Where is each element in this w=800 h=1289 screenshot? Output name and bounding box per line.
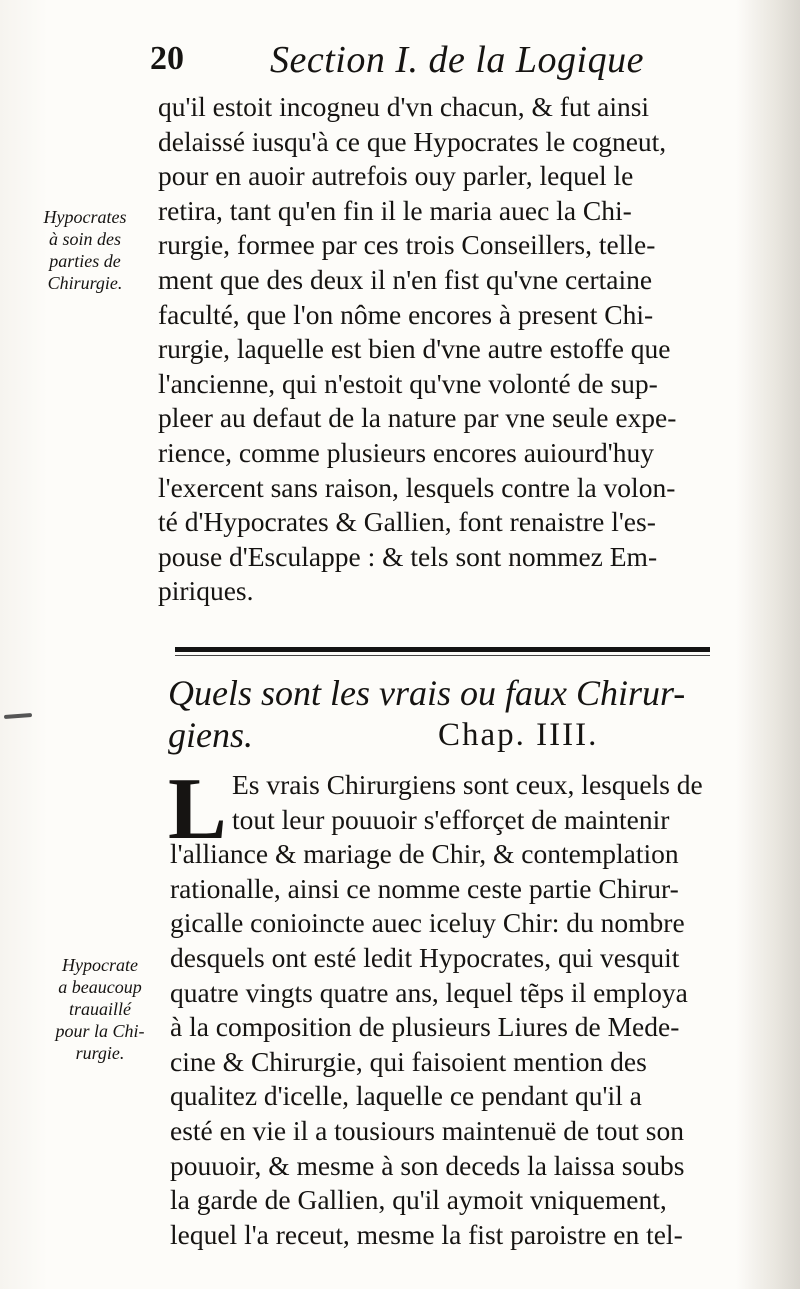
margin-note-line: pour la Chi- — [55, 1021, 145, 1041]
chapter-title-line-1: Quels sont les vrais ou faux Chirur- — [168, 673, 686, 713]
text-line: l'exercent sans raison, lesquels contre la volon- — [158, 471, 676, 503]
margin-note-line: rurgie. — [75, 1043, 125, 1063]
text-line: gicalle conioincte auec iceluy Chir: du nombre — [170, 907, 685, 939]
page-header — [150, 38, 670, 90]
text-line: esté en vie il a tousiours maintenuë de tout son — [170, 1114, 684, 1146]
text-line: desquels ont esté ledit Hypocrates, qui vesquit — [170, 941, 680, 973]
text-line: l'alliance & mariage de Chir, & contemplation — [170, 838, 679, 870]
chapter-title-line-2 — [168, 714, 733, 756]
text-line: pour en auoir autrefois ouy parler, lequel le — [158, 160, 634, 192]
text-line: quatre vingts quatre ans, lequel tẽps il employa — [170, 976, 688, 1008]
text-line: pleer au defaut de la nature par vne seule expe- — [158, 402, 677, 434]
section-rule-thin — [175, 655, 710, 656]
paragraph-2 — [168, 761, 738, 1252]
margin-note-1 — [25, 206, 145, 294]
margin-note-line: à soin des — [49, 229, 121, 249]
chapter-label: Chap. IIII. — [438, 717, 599, 753]
text-line: faculté, que l'on nôme encores à present Chi- — [158, 298, 654, 330]
margin-note-line: a beaucoup — [58, 977, 142, 997]
text-line: lequel l'a receut, mesme la fist paroistre en tel- — [170, 1218, 683, 1250]
text-line: rurgie, laquelle est bien d'vne autre estoffe que — [158, 333, 671, 365]
running-title: Section I. de la Logique — [270, 39, 644, 81]
text-line: tout leur pouuoir s'efforçet de maintenir — [232, 803, 670, 835]
drop-cap: L — [168, 761, 227, 858]
text-line: delaissé iusqu'à ce que Hypocrates le cogneut, — [158, 125, 667, 157]
text-line: Es vrais Chirurgiens sont ceux, lesquels de — [232, 769, 703, 800]
margin-note-line: Hypocrate — [62, 955, 138, 975]
section-rule-thick — [175, 647, 710, 652]
text-line: cine & Chirurgie, qui faisoient mention des — [170, 1045, 647, 1077]
chapter-heading — [168, 672, 733, 756]
text-line: té d'Hypocrates & Gallien, font renaistre l'es- — [158, 506, 656, 538]
text-line: pouuoir, & mesme à son deceds la laissa soubs — [170, 1149, 685, 1181]
text-line: la garde de Gallien, qu'il aymoit vniquement, — [170, 1184, 667, 1216]
text-line: retira, tant qu'en fin il le maria auec la Chi- — [158, 194, 632, 226]
text-line: l'ancienne, qui n'estoit qu'vne volonté de sup- — [158, 367, 658, 399]
ink-blot — [4, 713, 32, 719]
margin-note-2 — [35, 954, 165, 1064]
text-line: qu'il estoit incogneu d'vn chacun, & fut ainsi — [158, 91, 650, 122]
text-line: qualitez d'icelle, laquelle ce pendant qu'il a — [170, 1080, 642, 1112]
text-line: à la composition de plusieurs Liures de Mede- — [170, 1011, 680, 1043]
text-line: rurgie, formee par ces trois Conseillers, telle- — [158, 229, 656, 261]
text-line: ment que des deux il n'en fist qu'vne certaine — [158, 263, 653, 295]
text-line: rience, comme plusieurs encores auiourd'huy — [158, 436, 654, 468]
margin-note-line: Hypocrates — [43, 207, 127, 227]
text-line: pouse d'Esculappe : & tels sont nommez Em- — [158, 540, 658, 572]
chapter-title-end: giens. — [168, 715, 253, 755]
margin-note-line: Chirurgie. — [47, 273, 123, 293]
margin-note-line: trauaillé — [69, 999, 131, 1019]
text-line: piriques. — [158, 575, 254, 607]
margin-note-line: parties de — [49, 251, 121, 271]
text-line: rationalle, ainsi ce nomme ceste partie Chirur- — [170, 872, 679, 904]
paragraph-1 — [158, 90, 733, 609]
page-number: 20 — [150, 40, 184, 77]
